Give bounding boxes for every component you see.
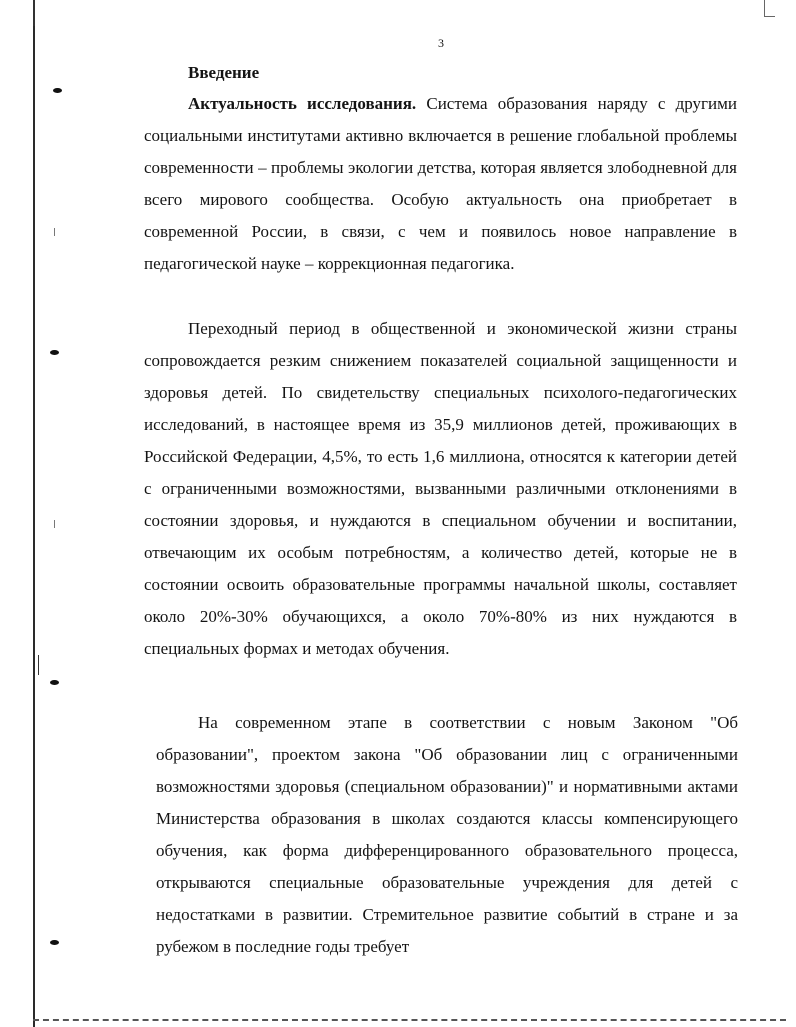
paragraph-relevance	[144, 88, 737, 280]
scan-speck	[38, 655, 39, 675]
paragraph-transition-period: Переходный период в общественной и экономической жизни страны сопровождается резким снижением показателей социальной защищенности и здоровья детей. По свидетельству специальных психолого-педагогических исследований, в настоящее время из 35,9 миллионов детей, проживающих в Российской Федерации, 4,5%, то есть 1,6 миллиона, относятся к категории детей с ограниченными возможностями, вызванными различными отклонениями в состоянии здоровья, и нуждаются в специальном обучении и воспитании, отвечающим их особым потребностям, а количество детей, которые не в состоянии освоить образовательные программы начальной школы, составляет около 20%-30% обучающихся, а около 70%-80% из них нуждаются в специальных формах и методах обучения.	[144, 319, 737, 658]
scan-top-left-mark	[33, 0, 49, 26]
binding-mark	[50, 940, 59, 945]
scan-right-corner	[764, 0, 775, 17]
paragraph-lead: Актуальность исследования.	[188, 94, 417, 113]
paragraph-current-stage: На современном этапе в соответствии с новым Законом "Об образовании", проектом закона "Об образовании лиц с ограниченными возможностями здоровья (специальном образовании)" и нормативными актами Министерства образования в школах создаются классы компенсирующего обучения, как форма дифференцированного образовательного процесса, открываются специальные образовательные учреждения для детей с недостатками в развитии. Стремительное развитие событий в стране и за рубежом в последние годы требует	[156, 713, 738, 956]
section-heading: Введение	[188, 63, 260, 82]
binding-mark	[53, 88, 62, 93]
scan-bottom-edge	[33, 1019, 786, 1021]
page-number: 3	[438, 36, 444, 50]
scan-left-edge	[33, 0, 35, 1027]
paragraph-text: Система образования наряду с другими социальными институтами активно включается в решение глобальной проблемы современности – проблемы экологии детства, которая является злободневной для всего мирового сообщества. Особую актуальность она приобретает в современной России, в связи, с чем и появилось новое направление в педагогической науке – коррекционная педагогика.	[144, 94, 737, 273]
binding-mark	[50, 680, 59, 685]
binding-mark	[50, 350, 59, 355]
scan-speck	[54, 228, 55, 236]
scan-speck	[54, 520, 55, 528]
